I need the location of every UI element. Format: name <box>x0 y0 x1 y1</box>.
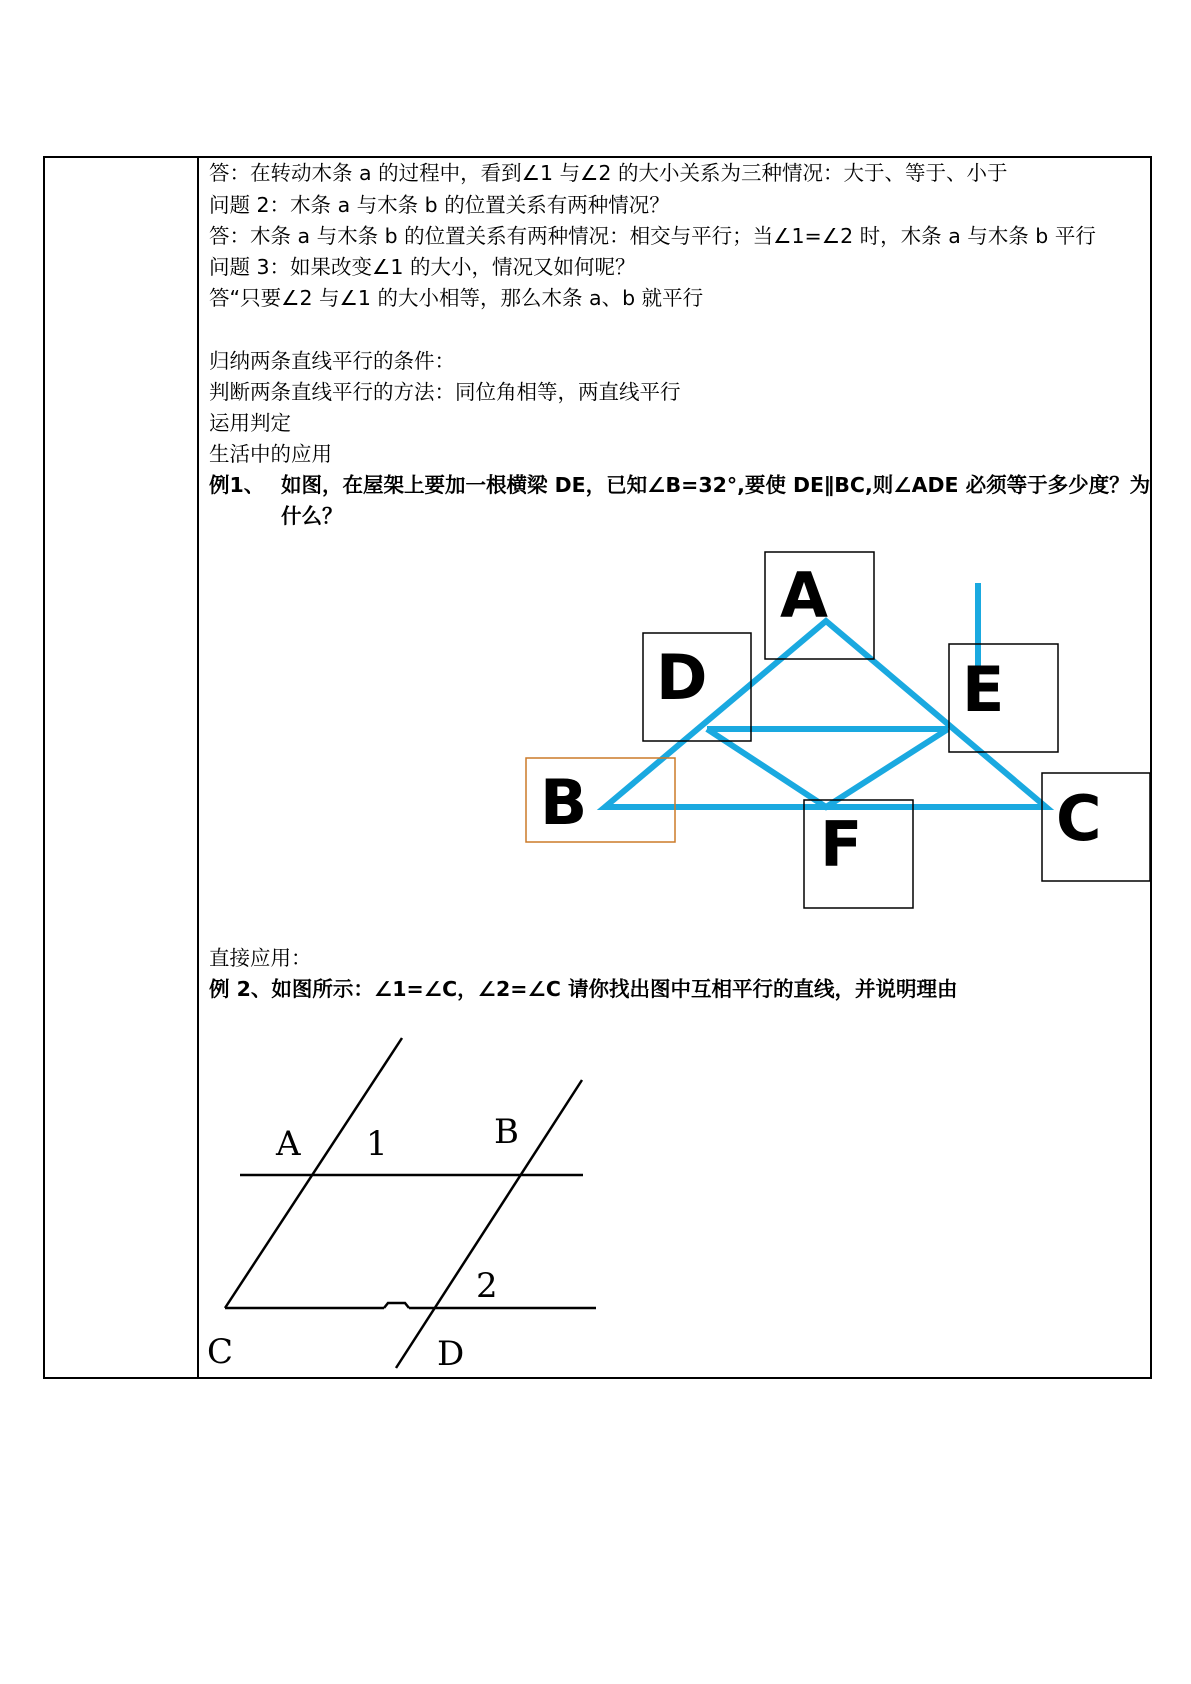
parallel-lines-figure <box>200 1035 620 1375</box>
answer-2: 答：木条 a 与木条 b 的位置关系有两种情况：相交与平行；当∠1=∠2 时，木条 a 与木条 b 平行 <box>209 224 1096 248</box>
answer-3: 答“只要∠2 与∠1 的大小相等，那么木条 a、b 就平行 <box>209 286 704 310</box>
question-2: 问题 2：木条 a 与木条 b 的位置关系有两种情况？ <box>209 193 670 217</box>
table-left-cell <box>45 158 199 1377</box>
label-f: F <box>820 808 863 881</box>
label-e: E <box>962 653 1005 726</box>
method-text: 判断两条直线平行的方法：同位角相等，两直线平行 <box>209 380 681 404</box>
fig2-label-2: 2 <box>476 1266 498 1306</box>
fig2-label-1: 1 <box>366 1124 388 1164</box>
life-heading: 生活中的应用 <box>209 442 332 466</box>
label-a: A <box>780 559 828 632</box>
example-2-text: 例 2、如图所示：∠1=∠C，∠2=∠C 请你找出图中互相平行的直线，并说明理由 <box>209 977 958 1001</box>
example-1-text: 如图，在屋架上要加一根横梁 DE，已知∠B=32°,要使 DE∥BC,则∠ADE 必须等于多少度？为什么？ <box>281 473 1151 528</box>
example-1-label: 例1、 <box>209 473 265 497</box>
answer-1: 答：在转动木条 a 的过程中，看到∠1 与∠2 的大小关系为三种情况：大于、等于、小于 <box>209 161 1008 185</box>
line-bd <box>396 1080 582 1368</box>
summary-heading: 归纳两条直线平行的条件： <box>209 349 455 373</box>
line-ac <box>225 1038 402 1308</box>
direct-application-heading: 直接应用： <box>209 946 312 970</box>
fig2-label-b: B <box>494 1112 519 1152</box>
question-3: 问题 3：如果改变∠1 的大小，情况又如何呢？ <box>209 255 636 279</box>
fig2-label-c: C <box>207 1332 234 1372</box>
label-d: D <box>656 641 708 714</box>
line-cd-bump <box>384 1303 409 1308</box>
fig2-label-d: D <box>437 1334 465 1374</box>
apply-heading: 运用判定 <box>209 411 291 435</box>
label-c: C <box>1056 782 1102 855</box>
label-b: B <box>540 766 588 839</box>
fig2-label-a: A <box>276 1124 301 1164</box>
roof-truss-figure <box>520 548 1152 912</box>
